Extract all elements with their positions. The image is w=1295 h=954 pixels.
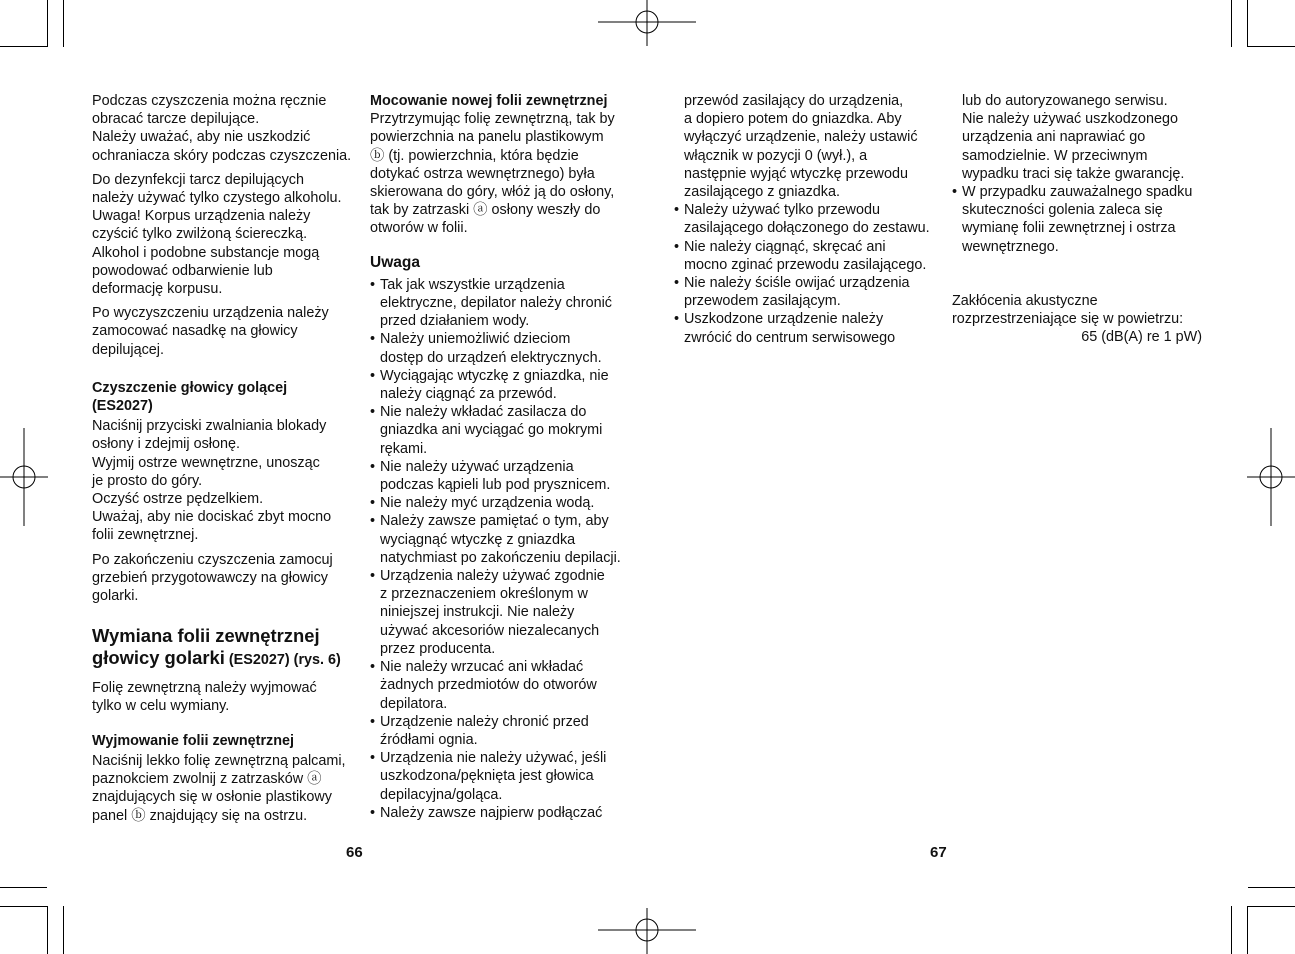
crop-mark bbox=[1231, 906, 1232, 954]
crop-mark bbox=[1247, 0, 1248, 47]
paragraph-replace-only: Folię zewnętrzną należy wyjmować tylko w celu wymiany. bbox=[92, 680, 317, 715]
crop-mark bbox=[1247, 906, 1248, 954]
crop-mark bbox=[1248, 46, 1295, 47]
list-item: • Należy zawsze najpierw podłączać bbox=[370, 804, 632, 822]
crop-mark bbox=[47, 0, 48, 47]
registration-mark bbox=[598, 908, 696, 954]
list-item: • Należy używać tylko przewodu zasilającego dołączonego do zestawu. bbox=[674, 201, 936, 237]
crop-mark bbox=[1231, 0, 1232, 47]
page-number-right: 67 bbox=[930, 844, 947, 861]
crop-mark bbox=[47, 906, 48, 954]
heading-replace-foil-model: (ES2027) (rys. 6) bbox=[224, 652, 341, 669]
crop-mark bbox=[0, 46, 47, 47]
heading-replace-foil-line2 bbox=[92, 647, 354, 671]
continued-warning: przewód zasilający do urządzenia, a dopiero potem do gniazdka. Aby wyłączyć urządzenie, należy ustawić włącznik w pozycji 0 (wył.), a następnie wyjąć wtyczkę przewodu zasilającego z gniazdka. bbox=[684, 93, 918, 201]
registration-mark bbox=[1247, 428, 1295, 526]
list-item: • Nie należy wkładać zasilacza do gniazdka ani wyciągać go mokrymi rękami. bbox=[370, 403, 632, 458]
paragraph-cleaning-discs: Podczas czyszczenia można ręcznie obracać tarcze depilujące. Należy uważać, aby nie uszkodzić ochraniacza skóry podczas czyszczenia. bbox=[92, 93, 352, 164]
warning-list-final bbox=[952, 183, 1214, 256]
heading-replace-foil-line1: Wymiana folii zewnętrznej bbox=[92, 625, 320, 647]
crop-mark bbox=[0, 887, 47, 888]
column-1 bbox=[92, 92, 354, 831]
page-number-left: 66 bbox=[346, 844, 363, 861]
column-4 bbox=[952, 92, 1214, 346]
crop-mark bbox=[0, 906, 47, 907]
crop-mark bbox=[1248, 887, 1295, 888]
paragraph-mount-foil: Przytrzymując folię zewnętrzną, tak by powierzchnia na panelu plastikowym ⓑ (tj. powierzchnia, która będzie dotykać ostrza wewnętrznego) była skierowana do góry, włóż ją do osłony, tak by zatrzaski ⓐ osłony weszły do otworów w folii. bbox=[370, 111, 615, 237]
list-item: • Nie należy ciągnąć, skręcać ani mocno zginać przewodu zasilającego. bbox=[674, 238, 936, 274]
list-item: • Tak jak wszystkie urządzenia elektryczne, depilator należy chronić przed działaniem wody. bbox=[370, 276, 632, 331]
list-item: • Nie należy używać urządzenia podczas kąpieli lub pod prysznicem. bbox=[370, 458, 632, 494]
paragraph-disinfection: Do dezynfekcji tarcz depilujących należy używać tylko czystego alkoholu. Uwaga! Korpus urządzenia należy czyścić tylko zwilżoną ściereczką. Alkohol i podobne substancje mogą powodować odbarwienie lub deformację korpusu. bbox=[92, 171, 342, 298]
list-item: • Wyciągając wtyczkę z gniazdka, nie należy ciągnąć za przewód. bbox=[370, 367, 632, 403]
paragraph-remove-foil: Naciśnij lekko folię zewnętrzną palcami, paznokciem zwolnij z zatrzasków ⓐ znajdujących się w osłonie plastikowy panel ⓑ znajdujący się na ostrzu. bbox=[92, 752, 346, 824]
heading-replace-foil-main: głowicy golarki bbox=[92, 647, 225, 669]
crop-mark bbox=[63, 0, 64, 47]
paragraph-attach-comb: Po zakończeniu czyszczenia zamocuj grzebień przygotowawczy na głowicy golarki. bbox=[92, 551, 333, 605]
crop-mark bbox=[1248, 906, 1295, 907]
paragraph-remove-cover: Naciśnij przyciski zwalniania blokady osłony i zdejmij osłonę. Wyjmij ostrze wewnętrzne, unosząc je prosto do góry. Oczyść ostrze pędzelkiem. Uważaj, aby nie dociskać zbyt mocno folii zewnętrznej. bbox=[92, 418, 332, 544]
column-3 bbox=[674, 92, 936, 347]
list-item: • Uszkodzone urządzenie należy zwrócić do centrum serwisowego bbox=[674, 310, 936, 346]
heading-clean-shaving-head: Czyszczenie głowicy golącej (ES2027) bbox=[92, 379, 288, 415]
paragraph-after-cleaning: Po wyczyszczeniu urządzenia należy zamocować nasadkę na głowicy depilującej. bbox=[92, 305, 329, 358]
warning-list-continued bbox=[674, 201, 936, 347]
heading-warning: Uwaga bbox=[370, 253, 420, 271]
heading-mount-foil: Mocowanie nowej folii zewnętrznej bbox=[370, 93, 608, 109]
list-item: • W przypadku zauważalnego spadku skuteczności golenia zaleca się wymianę folii zewnętrznej i ostrza wewnętrznego. bbox=[952, 183, 1214, 256]
continued-service: lub do autoryzowanego serwisu. Nie należy używać uszkodzonego urządzenia ani naprawiać go samodzielnie. W przeciwnym wypadku traci się także gwarancję. bbox=[962, 93, 1185, 182]
noise-label: Zakłócenia akustyczne rozprzestrzeniające się w powietrzu: bbox=[952, 292, 1184, 328]
noise-value: 65 (dB(A) re 1 pW) bbox=[1081, 329, 1202, 346]
list-item: • Urządzenia nie należy używać, jeśli uszkodzona/pęknięta jest głowica depilacyjna/goląca. bbox=[370, 749, 632, 804]
list-item: • Urządzenia należy używać zgodnie z przeznaczeniem określonym w niniejszej instrukcji. Nie należy używać akcesoriów niezalecanych przez producenta. bbox=[370, 567, 632, 658]
list-item: • Nie należy wrzucać ani wkładać żadnych przedmiotów do otworów depilatora. bbox=[370, 658, 632, 713]
list-item: • Nie należy ściśle owijać urządzenia przewodem zasilającym. bbox=[674, 274, 936, 310]
list-item: • Należy zawsze pamiętać o tym, aby wyciągnąć wtyczkę z gniazdka natychmiast po zakończeniu depilacji. bbox=[370, 512, 632, 567]
heading-replace-foil bbox=[92, 625, 354, 671]
heading-remove-foil: Wyjmowanie folii zewnętrznej bbox=[92, 732, 295, 749]
crop-mark bbox=[63, 906, 64, 954]
column-2 bbox=[370, 92, 632, 822]
list-item: • Nie należy myć urządzenia wodą. bbox=[370, 494, 632, 512]
warning-list bbox=[370, 276, 632, 822]
registration-mark bbox=[0, 428, 48, 526]
list-item: • Należy uniemożliwić dzieciom dostęp do urządzeń elektrycznych. bbox=[370, 330, 632, 366]
list-item: • Urządzenie należy chronić przed źródłami ognia. bbox=[370, 713, 632, 749]
registration-mark bbox=[598, 0, 696, 48]
